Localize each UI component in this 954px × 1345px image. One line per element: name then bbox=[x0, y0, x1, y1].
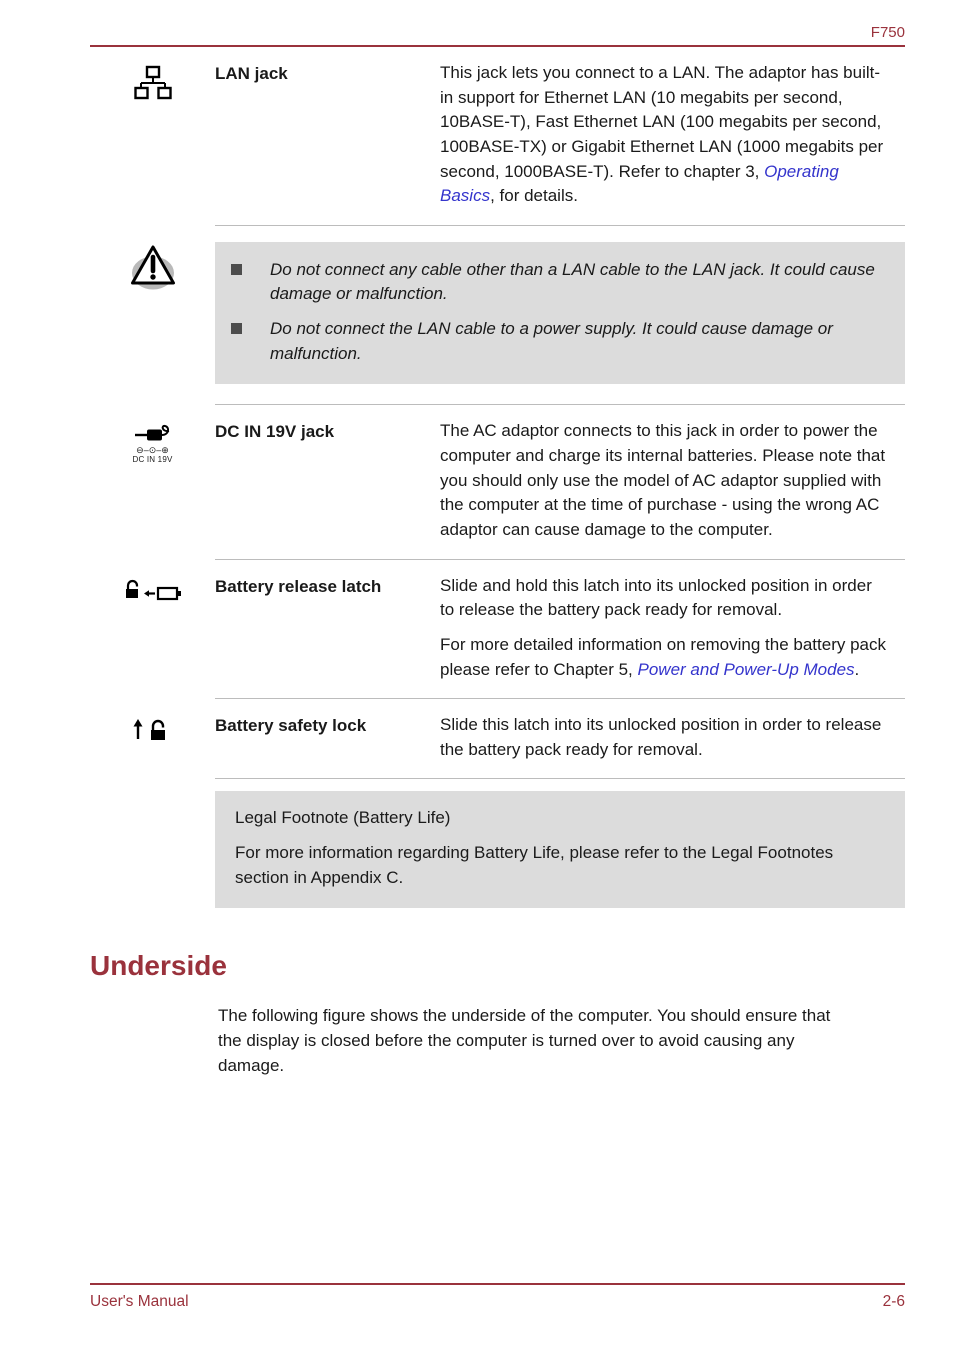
dc-icon-label: DC IN 19V bbox=[132, 455, 173, 465]
battery-safety-row bbox=[90, 699, 905, 779]
dc-polarity-symbol: ⊖–⊙–⊕ bbox=[136, 445, 169, 456]
caution-text: Do not connect any cable other than a LAN cable to the LAN jack. It could cause damage or malfunction. bbox=[270, 259, 875, 304]
page-footer bbox=[90, 1283, 905, 1311]
lan-jack-term: LAN jack bbox=[215, 64, 288, 83]
footer-document-name: User's Manual bbox=[90, 1293, 189, 1310]
description-text: . bbox=[854, 659, 860, 679]
battery-release-description bbox=[440, 574, 905, 683]
lan-icon bbox=[90, 47, 215, 226]
doc-ref: F750 bbox=[870, 24, 905, 41]
section-title-underside: Underside bbox=[90, 950, 227, 982]
square-bullet-icon bbox=[231, 323, 242, 334]
battery-release-latch-icon bbox=[90, 560, 215, 700]
battery-safety-description bbox=[440, 713, 905, 762]
section-body: The following figure shows the underside of the computer. You should ensure that the display is closed before the computer is turned over to avoid causing any damage. bbox=[218, 1006, 831, 1075]
battery-safety-lock-icon bbox=[90, 699, 215, 779]
legal-footnote-box bbox=[215, 791, 905, 908]
battery-safety-term: Battery safety lock bbox=[215, 716, 367, 736]
dc-plug-icon bbox=[90, 405, 215, 559]
description-text: The AC adaptor connects to this jack in order to power the computer and charge its internal batteries. Please note that you should only use the model of AC adaptor supplied with the computer at the time of purchase - using the wrong AC adaptor can cause damage to the computer. bbox=[440, 421, 886, 539]
description-text: For more detailed information on removing the battery pack please refer to Chapter 5, bbox=[440, 634, 887, 679]
page-header bbox=[90, 24, 905, 47]
description-text: Slide this latch into its unlocked position in order to release the battery pack ready for removal. bbox=[440, 715, 882, 759]
power-up-modes-link[interactable]: Power and Power-Up Modes bbox=[637, 659, 855, 679]
description-text: , for details. bbox=[490, 186, 578, 206]
caution-item bbox=[225, 317, 887, 366]
page-number: 2-6 bbox=[882, 1293, 905, 1310]
square-bullet-icon bbox=[231, 264, 242, 275]
legal-footnote-title: Legal Footnote (Battery Life) bbox=[235, 808, 451, 828]
battery-release-term: Battery release latch bbox=[215, 576, 382, 596]
legal-footnote-body: For more information regarding Battery Life, please refer to the Legal Footnotes section in Appendix C. bbox=[235, 843, 834, 887]
caution-item bbox=[225, 258, 887, 307]
lan-jack-row bbox=[90, 47, 905, 226]
description-text: This jack lets you connect to a LAN. The adaptor has built-in support for Ethernet LAN (10 megabits per second, 10BASE-T), Fast Ethernet LAN (100 megabits per second, 100BASE-TX) or Gigabit Ethernet LAN (1000 megabits per second, 1000BASE-T). Refer to chapter 3, bbox=[440, 63, 884, 181]
description-text: Slide and hold this latch into its unlocked position in order to release the battery pack ready for removal. bbox=[440, 575, 872, 620]
dc-in-description bbox=[440, 419, 905, 542]
caution-block bbox=[90, 226, 905, 406]
warning-icon bbox=[90, 226, 215, 406]
dc-in-term: DC IN 19V jack bbox=[215, 422, 335, 442]
caution-box bbox=[215, 242, 905, 385]
lan-jack-description bbox=[440, 61, 905, 209]
page-content bbox=[90, 47, 905, 1078]
dc-in-row bbox=[90, 405, 905, 559]
battery-release-row bbox=[90, 560, 905, 700]
operating-basics-link[interactable]: Operating Basics bbox=[440, 161, 839, 206]
caution-text: Do not connect the LAN cable to a power supply. It could cause damage or malfunction. bbox=[270, 319, 833, 363]
